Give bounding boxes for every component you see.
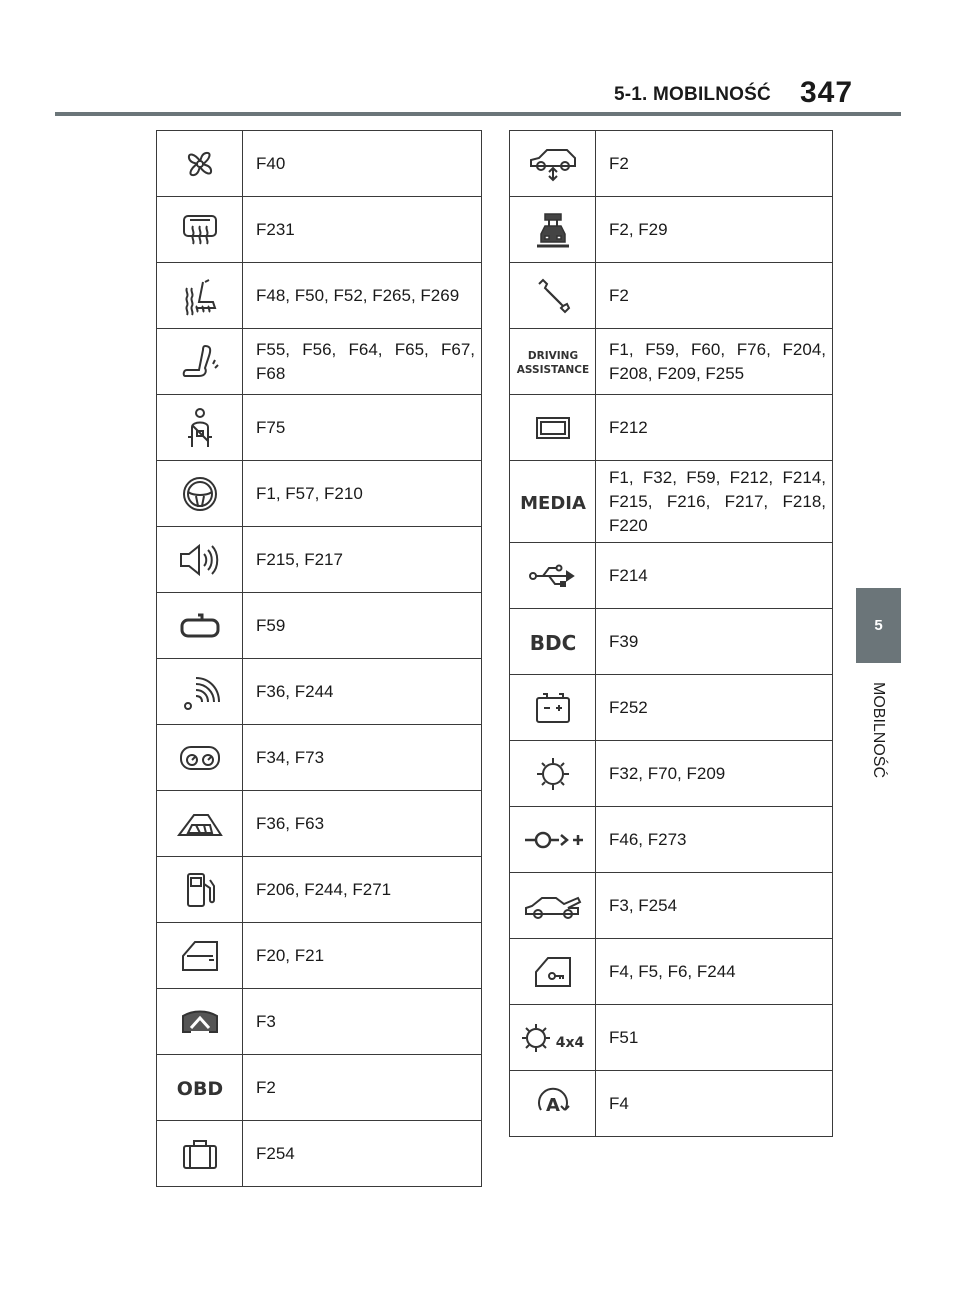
table-row <box>157 1055 482 1121</box>
driving-label: DRIVING <box>527 349 578 362</box>
fuse-list: F214 <box>596 543 833 609</box>
obd-label: OBD <box>176 1077 223 1100</box>
table-row <box>510 1071 833 1137</box>
fuse-list: F34, F73 <box>243 725 482 791</box>
table-row <box>510 131 833 197</box>
fuse-list: F212 <box>596 395 833 461</box>
fuse-list: F1, F32, F59, F212, F214, F215, F216, F217, F218, F220 <box>596 461 833 543</box>
icon-cell <box>157 989 243 1055</box>
icon-cell <box>510 1071 596 1137</box>
fuse-list: F59 <box>243 593 482 659</box>
icon-cell <box>510 1005 596 1071</box>
icon-cell <box>157 263 243 329</box>
icon-cell <box>157 923 243 989</box>
fuse-table-left <box>156 130 482 1187</box>
table-row <box>157 527 482 593</box>
table-row <box>510 543 833 609</box>
fuse-list: F36, F63 <box>243 791 482 857</box>
table-row <box>157 329 482 395</box>
table-row <box>510 741 833 807</box>
fuse-list: F55, F56, F64, F65, F67, F68 <box>243 329 482 395</box>
luggage-icon <box>180 1136 220 1172</box>
icon-cell <box>510 675 596 741</box>
icon-cell <box>510 609 596 675</box>
table-row <box>157 1121 482 1187</box>
table-row <box>510 609 833 675</box>
seat-icon <box>179 342 221 382</box>
fuse-list: F3 <box>243 989 482 1055</box>
fan-icon <box>180 144 220 184</box>
door-lock-icon <box>532 954 574 990</box>
fuse-list: F2 <box>596 131 833 197</box>
chapter-label: MOBILNOŚĆ <box>870 681 887 779</box>
table-row <box>510 395 833 461</box>
icon-cell <box>157 1055 243 1121</box>
table-row <box>157 461 482 527</box>
driving-assistance-icon <box>515 347 591 377</box>
icon-cell <box>157 395 243 461</box>
table-row <box>510 1005 833 1071</box>
chapter-number: 5 <box>874 617 883 634</box>
icon-cell <box>157 659 243 725</box>
assistance-label: ASSISTANCE <box>516 363 589 376</box>
rear-defroster-icon <box>180 212 220 248</box>
fuse-list: F2, F29 <box>596 197 833 263</box>
steering-wheel-icon <box>180 474 220 514</box>
media-label: MEDIA <box>519 492 586 514</box>
icon-cell <box>510 543 596 609</box>
car-trunk-open-icon <box>522 890 584 922</box>
header-rule <box>55 112 901 116</box>
table-row <box>157 395 482 461</box>
fuse-list: F4 <box>596 1071 833 1137</box>
table-row <box>157 923 482 989</box>
fuse-list: F40 <box>243 131 482 197</box>
fuse-list: F254 <box>243 1121 482 1187</box>
battery-icon <box>533 690 573 726</box>
fuse-list: F51 <box>596 1005 833 1071</box>
icon-cell <box>510 461 596 543</box>
icon-cell <box>157 131 243 197</box>
wrench-icon <box>533 276 573 316</box>
rearview-mirror-icon <box>178 611 222 641</box>
table-row <box>510 873 833 939</box>
fuse-list: F39 <box>596 609 833 675</box>
icon-cell <box>510 873 596 939</box>
fuse-list: F231 <box>243 197 482 263</box>
table-row <box>157 197 482 263</box>
suspension-height-icon <box>527 146 579 182</box>
sunroof-icon <box>176 809 224 839</box>
fuse-list: F20, F21 <box>243 923 482 989</box>
usb-icon <box>527 562 579 590</box>
fuse-list: F1, F59, F60, F76, F204, F208, F209, F255 <box>596 329 833 395</box>
obd-icon <box>176 1074 224 1102</box>
icon-cell <box>510 329 596 395</box>
icon-cell <box>157 791 243 857</box>
speaker-icon <box>177 540 223 580</box>
table-row <box>510 939 833 1005</box>
fuel-pump-icon <box>182 870 218 910</box>
fuse-list: F2 <box>243 1055 482 1121</box>
media-icon <box>519 488 587 516</box>
fuse-list: F36, F244 <box>243 659 482 725</box>
bdc-icon <box>529 627 577 657</box>
icon-cell <box>510 807 596 873</box>
fuse-list: F32, F70, F209 <box>596 741 833 807</box>
fuse-list: F48, F50, F52, F265, F269 <box>243 263 482 329</box>
table-row <box>157 989 482 1055</box>
fuse-list: F215, F217 <box>243 527 482 593</box>
gear-4x4-icon <box>518 1020 588 1056</box>
fuse-list: F75 <box>243 395 482 461</box>
table-row <box>510 807 833 873</box>
fuse-list: F3, F254 <box>596 873 833 939</box>
icon-cell <box>157 593 243 659</box>
icon-cell <box>157 857 243 923</box>
fuse-list: F4, F5, F6, F244 <box>596 939 833 1005</box>
auto-start-stop-icon <box>533 1084 573 1124</box>
table-row <box>510 263 833 329</box>
icon-cell <box>510 197 596 263</box>
chapter-tab <box>856 588 901 663</box>
icon-cell <box>157 1121 243 1187</box>
section-title: 5-1. MOBILNOŚĆ <box>614 84 771 105</box>
table-row <box>157 659 482 725</box>
table-row <box>510 461 833 543</box>
display-screen-icon <box>533 414 573 442</box>
icon-cell <box>510 741 596 807</box>
fuse-list: F46, F273 <box>596 807 833 873</box>
vehicle-lift-icon <box>533 210 573 250</box>
seat-heater-icon <box>179 276 221 316</box>
wireless-signal-icon <box>180 672 220 712</box>
icon-cell <box>510 939 596 1005</box>
icon-cell <box>157 725 243 791</box>
seatbelt-passenger-icon <box>182 407 218 449</box>
icon-cell <box>510 395 596 461</box>
page-number: 347 <box>800 76 854 109</box>
bdc-label: BDC <box>529 630 576 655</box>
table-row <box>510 675 833 741</box>
icon-cell <box>157 527 243 593</box>
auto-label: A <box>545 1094 560 1116</box>
instrument-cluster-icon <box>178 743 222 773</box>
fuse-list: F252 <box>596 675 833 741</box>
icon-cell <box>510 263 596 329</box>
table-row <box>157 791 482 857</box>
table-row <box>157 725 482 791</box>
table-row <box>157 857 482 923</box>
fuse-table-right <box>509 130 833 1137</box>
door-icon <box>179 938 221 974</box>
table-row <box>510 197 833 263</box>
fuse-list: F2 <box>596 263 833 329</box>
windshield-heater-icon <box>179 1006 221 1038</box>
icon-cell <box>510 131 596 197</box>
table-row <box>157 131 482 197</box>
table-row <box>157 593 482 659</box>
trailer-hitch-icon <box>521 826 585 854</box>
table-row <box>157 263 482 329</box>
icon-cell <box>157 197 243 263</box>
icon-cell <box>157 329 243 395</box>
gear-icon <box>533 754 573 794</box>
fuse-list: F206, F244, F271 <box>243 857 482 923</box>
fuse-list: F1, F57, F210 <box>243 461 482 527</box>
4x4-label: 4x4 <box>555 1034 584 1051</box>
table-row <box>510 329 833 395</box>
icon-cell <box>157 461 243 527</box>
